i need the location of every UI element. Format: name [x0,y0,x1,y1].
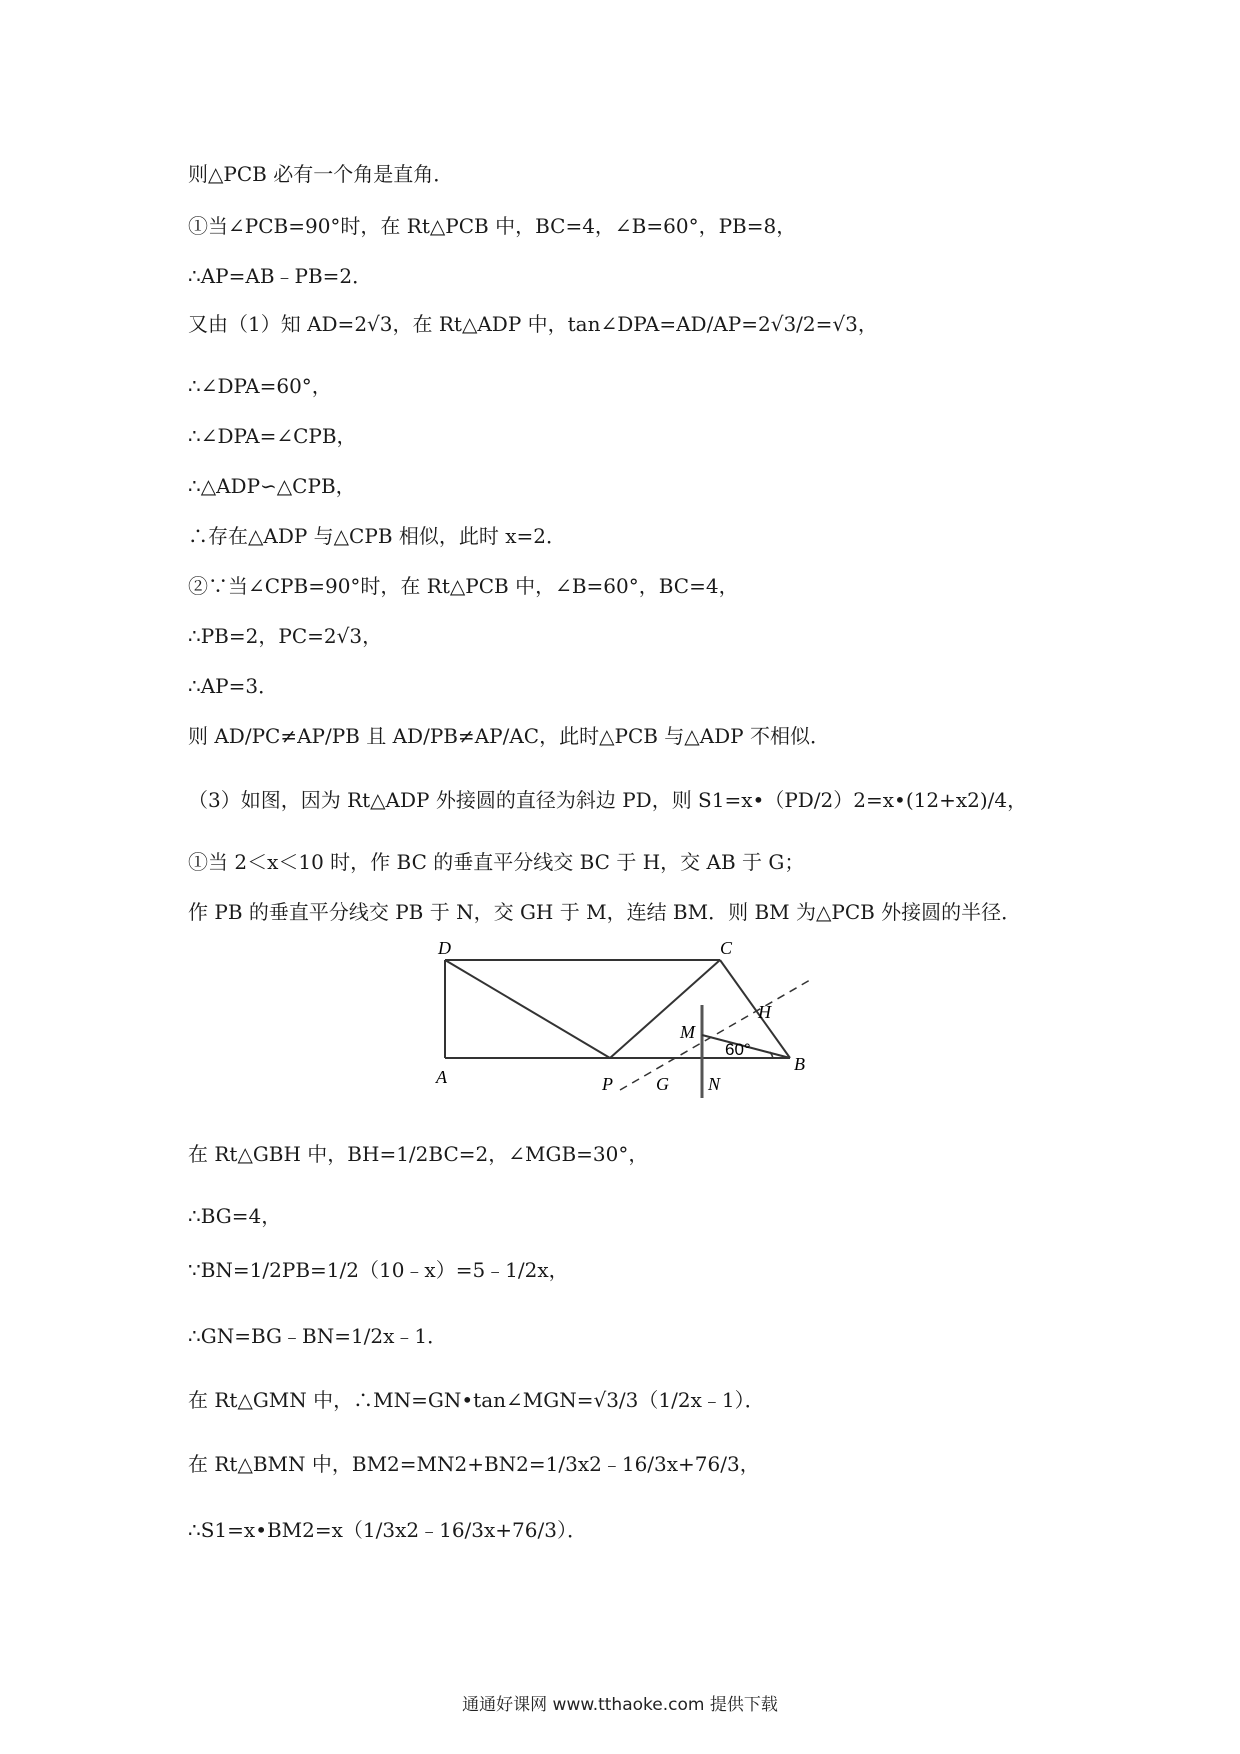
segment-DP [445,960,610,1058]
label-N: N [708,1074,721,1094]
label-D: D [438,940,451,958]
label-angle: 60° [725,1040,751,1059]
formula-line: 在 Rt△GBH 中，BH=1/2BC=2，∠MGB=30°， [188,1142,649,1166]
label-A: A [436,1067,447,1087]
text-line: ∴∠DPA=60°， [188,374,332,398]
formula-line: 在 Rt△BMN 中，BM2=MN2+BN2=1/3x2﹣16/3x+76/3， [188,1452,760,1476]
text-line: ②∵当∠CPB=90°时，在 Rt△PCB 中，∠B=60°，BC=4， [188,574,739,598]
formula-line: （3）如图，因为 Rt△ADP 外接圆的直径为斜边 PD，则 S1=x•（PD/2）2=x•(12+x2)/4， [188,788,1028,812]
label-M: M [680,1022,695,1042]
text-line: 作 PB 的垂直平分线交 PB 于 N，交 GH 于 M，连结 BM．则 BM 为△PCB 外接圆的半径． [188,900,1022,924]
label-P: P [602,1074,613,1094]
text-line: 则△PCB 必有一个角是直角． [188,162,454,186]
text-line: ∴△ADP∽△CPB， [188,474,356,498]
formula-line: ∴GN=BG﹣BN=1/2x﹣1． [188,1324,448,1348]
text-line: ①当∠PCB=90°时，在 Rt△PCB 中，BC=4，∠B=60°，PB=8， [188,214,797,238]
formula-line: 在 Rt△GMN 中，∴MN=GN•tan∠MGN=√3/3（1/2x﹣1）． [188,1388,765,1412]
text-line: ∴PB=2，PC=2√3， [188,624,383,648]
formula-line: 又由（1）知 AD=2√3，在 Rt△ADP 中，tan∠DPA=AD/AP=2√3/2=√3， [188,312,878,336]
page-footer: 通通好课网 www.tthaoke.com 提供下载 [462,1695,778,1715]
formula-line: ∵BN=1/2PB=1/2（10﹣x）=5﹣1/2x， [188,1258,569,1282]
text-line: ∴存在△ADP 与△CPB 相似，此时 x=2． [188,524,566,548]
text-line: ∴BG=4， [188,1204,282,1228]
text-line: ∴∠DPA=∠CPB， [188,424,357,448]
formula-line: 则 AD/PC≠AP/PB 且 AD/PB≠AP/AC，此时△PCB 与△ADP 不相似． [188,724,830,748]
text-line: ∴AP=AB﹣PB=2． [188,264,373,288]
label-B: B [794,1054,805,1074]
text-line: ∴AP=3． [188,674,279,698]
geometry-diagram [420,940,820,1120]
label-G: G [656,1074,669,1094]
label-C: C [720,940,733,958]
text-line: ①当 2＜x＜10 时，作 BC 的垂直平分线交 BC 于 H，交 AB 于 G； [188,850,805,874]
formula-line: ∴S1=x•BM2=x（1/3x2﹣16/3x+76/3）． [188,1518,587,1542]
label-H: H [758,1002,771,1022]
